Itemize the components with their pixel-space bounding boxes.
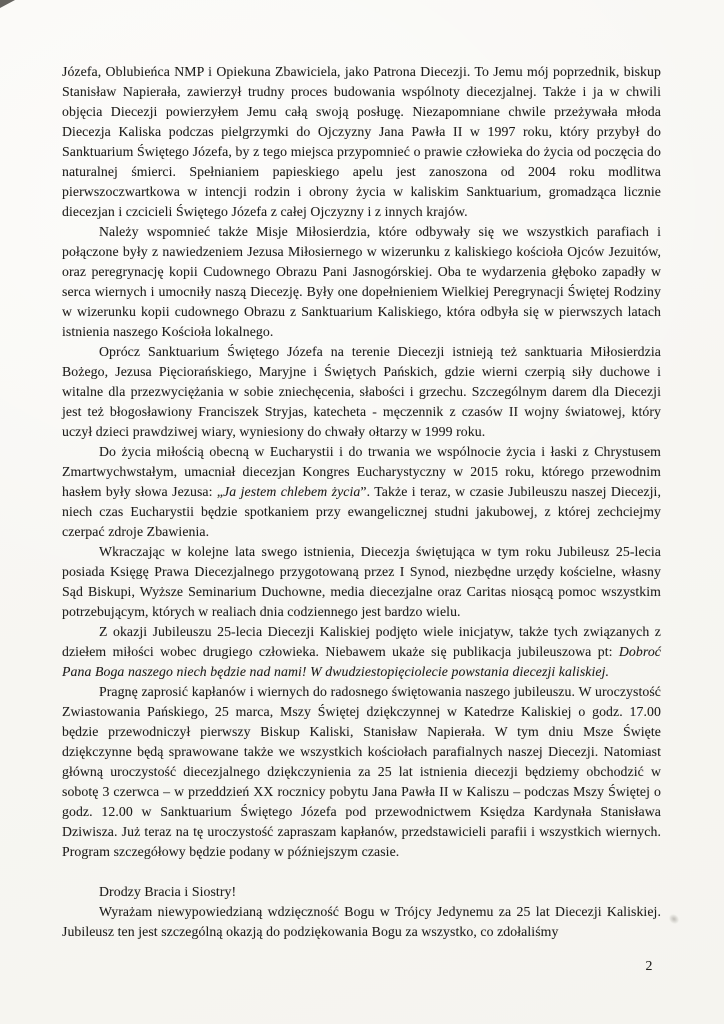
publication-title-italic: Dobroć Pana Boga naszego niech będzie nad nami! W dwudziestopięciolecie powstania diecezji kaliskiej. (62, 644, 661, 679)
scan-smudge-artifact (666, 911, 682, 926)
paragraph-sanktuaria (62, 342, 661, 442)
paragraph-inicjatywy-text: Z okazji Jubileuszu 25-lecia Diecezji Kaliskiej podjęto wiele inicjatyw, także tych związanych z dziełem miłości wobec drugiego człowieka. Niebawem ukaże się publikacja jubileuszowa pt: (62, 624, 661, 659)
paragraph-eucharystia (62, 442, 661, 542)
paragraph-misje-milosierdzia (62, 222, 661, 342)
paragraph-wdziecznosc-text: Wyrażam niewypowiedzianą wdzięczność Bogu w Trójcy Jedynemu za 25 lat Diecezji Kaliskiej. Jubileusz ten jest szczególną okazją do podziękowania Bogu za wszystko, co zdołaliśmy (62, 904, 661, 939)
paragraph-zaproszenie-text: Pragnę zaprosić kapłanów i wiernych do radosnego świętowania naszego jubileuszu. W uroczystość Zwiastowania Pańskiego, 25 marca, Mszy Świętej dziękczynnej w Katedrze Kaliskiej o godz. 17.00 będzie przewodniczył pierwszy Biskup Kaliski, Stanisław Napierała. W tym dniu Msze Święte dziękczynne będą sprawowane także we wszystkich kościołach parafialnych naszej Diecezji. Natomiast główną uroczystość diecezjalnego dziękczynienia za 25 lat istnienia diecezji będziemy obchodzić w sobotę 3 czerwca – w przeddzień XX rocznicy pobytu Jana Pawła II w Kaliszu – podczas Mszy Świętej o godz. 12.00 w Sanktuarium Świętego Józefa pod przewodnictwem Księdza Kardynała Stanisława Dziwisza. Już teraz na tę uroczystość zapraszam kapłanów, przedstawicieli parafii i wszystkich wiernych. Program szczegółowy będzie podany w późniejszym czasie. (62, 684, 661, 859)
scan-corner-artifact (0, 0, 15, 8)
page-number: 2 (645, 958, 653, 973)
salutation-drodzy-bracia-text: Drodzy Bracia i Siostry! (99, 884, 237, 899)
paragraph-zaproszenie (62, 682, 661, 862)
paragraph-jubileusz-instytucje-text: Wkraczając w kolejne lata swego istnienia, Diecezja świętująca w tym roku Jubileusz 25-lecia posiada Księgę Prawa Diecezjalnego przygotowaną przez I Synod, niezbędne urzędy kościelne, własny Sąd Biskupi, Wyższe Seminarium Duchowne, media diecezjalne oraz Caritas niosącą pomoc wszystkim potrzebującym, których w realiach dnia codziennego jest bardzo wielu. (62, 544, 661, 619)
paragraph-eucharystia-text-post: ”. Także i teraz, w czasie Jubileuszu naszej Diecezji, niech czas Eucharystii będzie spotkaniem przy ewangelicznej studni jakubowej, z której zechciejmy czerpać zdroje Zbawienia. (62, 484, 661, 539)
paragraph-continuation-text: Józefa, Oblubieńca NMP i Opiekuna Zbawiciela, jako Patrona Diecezji. To Jemu mój poprzednik, biskup Stanisław Napierała, zawierzył trudny proces budowania wspólnoty diecezjalnej. Także i ja w chwili objęcia Diecezji powierzyłem Jemu całą swoją posługę. Niezapomniane chwile przeżywała młoda Diecezja Kaliska podczas pielgrzymki do Ojczyzny Jana Pawła II w 1997 roku, który przybył do Sanktuarium Świętego Józefa, by z tego miejsca przypomnieć o prawie człowieka do życia od poczęcia do naturalnej śmierci. Spełnianiem papieskiego apelu jest zanoszona od 2004 roku modlitwa pierwszoczwartkowa w intencji rodzin i obrony życia w kaliskim Sanktuarium, gromadząca licznie diecezjan i czcicieli Świętego Józefa z całej Ojczyzny i z innych krajów. (62, 64, 661, 219)
paragraph-inicjatywy (62, 622, 661, 682)
paragraph-continuation (62, 62, 661, 222)
paragraph-wdziecznosc (62, 902, 661, 942)
paragraph-jubileusz-instytucje (62, 542, 661, 622)
quote-ja-jestem-chlebem-zycia: Ja jestem chlebem życia (223, 484, 361, 499)
paragraph-sanktuaria-text: Oprócz Sanktuarium Świętego Józefa na terenie Diecezji istnieją też sanktuaria Miłosierdzia Bożego, Jezusa Pięciorańskiego, Maryjne i Świętych Pańskich, gdzie wierni czerpią siły duchowe i witalne dla przezwyciężania w sobie zniechęcenia, słabości i grzechu. Szczególnym darem dla Diecezji jest też błogosławiony Franciszek Stryjas, katecheta - męczennik z czasów II wojny światowej, który uczył dzieci prawdziwej wiary, wyniesiony do chwały ołtarzy w 1999 roku. (62, 344, 661, 439)
paragraph-misje-milosierdzia-text: Należy wspomnieć także Misje Miłosierdzia, które odbywały się we wszystkich parafiach i połączone były z nawiedzeniem Jezusa Miłosiernego w wizerunku z kaliskiego kościoła Ojców Jezuitów, oraz peregrynację kopii Cudownego Obrazu Pani Jasnogórskiej. Oba te wydarzenia głęboko zapadły w serca wiernych i umocniły naszą Diecezję. Były one dopełnieniem Wielkiej Peregrynacji Świętej Rodziny w wizerunku kopii cudownego Obrazu z Sanktuarium Kaliskiego, która odbyła się w pierwszych latach istnienia naszego Kościoła lokalnego. (62, 224, 661, 339)
page-text-block (62, 62, 661, 942)
paragraph-eucharystia-text-pre: Do życia miłością obecną w Eucharystii i do trwania we wspólnocie życia i łaski z Chrystusem Zmartwychwstałym, umacniał diecezjan Kongres Eucharystyczny w 2015 roku, którego przewodnim hasłem były słowa Jezusa: „ (62, 444, 661, 499)
salutation-drodzy-bracia (62, 882, 661, 902)
